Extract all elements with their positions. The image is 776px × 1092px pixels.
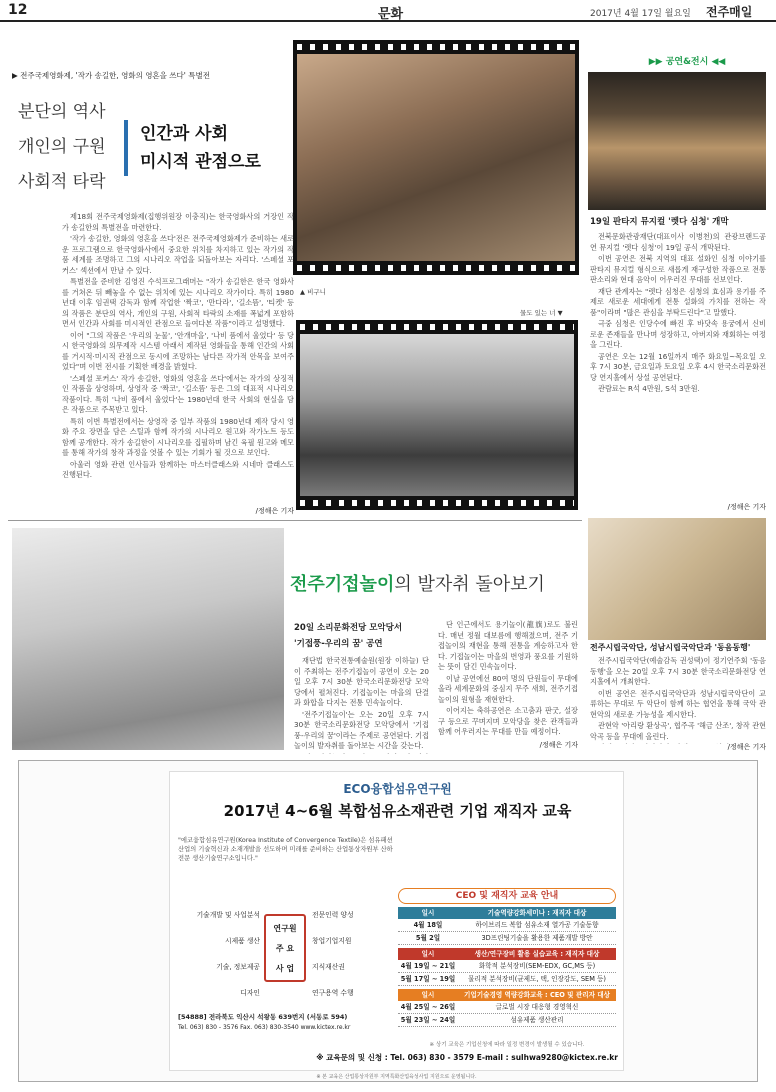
photo-orchestra [588,518,766,640]
schedule-row: 4월 18일 하이브리드 복합 섬유소재 열가공 기술동향 [398,919,616,932]
ad-headline: 2017년 4~6월 복합섬유소재관련 기업 재직자 교육 [223,802,572,820]
schedule-row: 5월 2일 3D프린팅기술을 활용한 제품개발 방안 [398,932,616,945]
section-label: ▶▶ 공연&전시 ◀◀ [648,57,726,67]
article1-headline-left: 분단의 역사 개인의 구원 사회적 타락 [18,102,106,192]
ad-tel: Tel. 063) 830 - 3576 Fax. 063) 830-3540 www.kictex.re.kr [178,1024,351,1031]
ad-note: ※ 상기 교육은 기업신청에 따라 일정 변경이 발생될 수 있습니다. [429,1042,585,1048]
caption-film2: 물도 있는 너 ▼ [520,309,563,317]
article4-title: 전주시립국악단, 성남시립국악단과 '동음동행' [590,643,751,652]
article2-subhead: 20일 소리문화전당 모악당서 '기접풍-우리의 꿈' 공연 [294,623,403,649]
article3-byline: /정해은 기자 [727,503,766,511]
ad-footer: ※ 본 교육은 산업통상자원부 지역특화산업육성사업 지원으로 운영됩니다. [316,1074,477,1080]
ad-intro: "에코융합섬유연구원(Korea Institute of Convergence Textile)은 섬유패션산업의 기술혁신과 소재개발을 선도하며 미래를 준비하는 산업통상자원부 산하 전문 생산기술연구소입니다." [178,837,393,862]
headline-divider [124,120,128,176]
business-center-box: 연구원 주 요 사 업 [264,914,306,982]
article2-byline: /정해은 기자 [539,741,578,749]
issue-date: 2017년 4월 17일 월요일 [590,9,691,19]
ad-org-name: ECO융합섬유연구원 [343,782,452,796]
business-diagram [180,892,390,1007]
article1-headline-right: 인간과 사회 미시적 관점으로 [140,124,261,172]
schedule-section-header: 일시 생산/연구장비 활용 실습교육 : 재직자 대상 [398,948,616,960]
divider [8,520,582,521]
page-header [0,0,776,22]
schedule-section-header: 일시 기술역량강화세미나 : 재직자 대상 [398,907,616,919]
newspaper-name: 전주매일 [706,5,753,19]
article3-title: 19일 판타지 뮤지컬 '렛다 심청' 개막 [590,217,729,227]
article3-body: 전북문화관광재단(대표이사 이병천)의 관광브랜드공연 뮤지컬 '렛다 심청'이 19일 공식 개막된다. 이번 공연은 전북 지역의 대표 설화인 심청 이야기를 판타지 뮤지컬 형식으로 새롭게 재구성한 작품으로 전통 판소리와 현대 음악이 어우러진 무대를 선보인다. 재단 관계자는 "렛다 심청은 심청의 효심과 용기를 주제로 새로운 세대에게 전통 설화의 가치를 전하는 작품"이라며 "많은 관심을 부탁드린다"고 말했다. 극중 심청은 인당수에 빠진 후 바닷속 용궁에서 신비로운 존재들을 만나며 성장하고, 아버지와 재회하는 여정을 그린다. 공연은 오는 12월 16일까지 매주 화요일~목요일 오후 7시 30분, 금요일과 토요일 오후 4시 한국소리문화전당 연지홀에서 상설 공연된다. 관람료는 R석 4만원, S석 3만원. [590,232,766,393]
article4-byline: /정해은 기자 [727,743,766,751]
article1-kicker: ▶ 전주국제영화제, '작가 송길한, 영화의 영혼을 쓰다' 특별전 [12,71,210,80]
ad-contact: ※ 교육문의 및 신청 : Tel. 063) 830 - 3579 E-mail : sulhwa9280@kictex.re.kr [316,1053,618,1062]
article2-body-right: 단 인근에서도 용기놀이(龍旗)로도 불린다. 매년 정월 대보름에 행해졌으며, 전주 기접놀이의 재현을 통해 전통을 계승하고자 한다. 기접놀이는 마을의 번영과 풍요를 기원하는 뜻이 담긴 민속놀이다. 이날 공연에선 80여 명의 단원들이 무대에 올라 세계문화의 중심지 무주 새희, 전주기접놀이의 원형을 재현한다. 이어지는 축하공연은 소고춤과 판굿, 설장구 등으로 꾸며지며 모악당을 찾은 관객들과 함께 어우러지는 무대를 만들 예정이다. [438,620,578,736]
schedule-table [398,907,616,1027]
schedule-row: 4월 25일 ~ 26일 글로벌 시장 대응형 경영혁신 [398,1001,616,1014]
schedule-section-header: 일시 기업기술경영 역량강화교육 : CEO 및 관리자 대상 [398,989,616,1001]
schedule-row: 4월 19일 ~ 21일 화학적 분석장비(SEM-EDX, GC,MS 등) [398,960,616,973]
article1-byline: /정해은 기자 [255,507,294,515]
ad-address: [54888] 전라북도 익산시 석왕동 639번지 (서동로 594) [178,1013,348,1021]
schedule-title: CEO 및 재직자 교육 안내 [398,888,616,904]
article4-body: 전주시립국악단(예술감독 권성택)이 정기연주회 '동음동행'을 오는 20일 오후 7시 30분 한국소리문화전당 연지홀에서 개최한다. 이번 공연은 전주시립국악단과 성남시립국악단이 교류하는 무대로 두 악단이 함께 하는 협연을 통해 국악 관현악의 새로운 가능성을 제시한다. 관현악 '아리랑 환상곡', 협주곡 '해금 산조', 창작 관현악곡 등을 무대에 올린다. [590,656,766,741]
caption-nun: ▲ 비구니 [300,288,326,296]
schedule-row: 5월 17일 ~ 19일 물리적 분석장비(균제도, 택, 인장강도, SEM 등) [398,973,616,986]
section-title: 문화 [378,7,404,22]
article2-body-left: 재단법 한국전통예술원(원장 이하늘) 단이 주최하는 전주기접놀이 공연이 오는 20일 오후 7시 30분 한국소리문화전당 모악당에서 펼쳐진다. 기접놀이는 마을의 단결과 화합을 다지는 전통 민속놀이다. '전주기접놀이'는 오는 20일 오후 7시 30분 한국소리문화전당 모악당에서 '기접풍-우리의 꿈'이라는 주제로 공연된다. 기접놀이의 발자취를 돌아보는 시간을 갖는다. [294,656,429,750]
page-number: 12 [8,2,28,18]
business-right-list: 전문인력 양성 창업기업지원 지식재산권 연구용역 수행 [312,911,354,997]
film-still-bw [296,320,578,510]
article1-body: 제18회 전주국제영화제(집행위원장 이충직)는 한국영화사의 거장인 작가 송길한의 특별전을 마련한다. '작가 송길한, 영화의 영혼을 쓰다'전은 전주국제영화제가 준비하는 새로운 프로그램으로 한국영화사에서 중요한 위치를 차지하고 있는 작가의 작품 세계를 조명하고 그의 시나리오 작업을 되돌아보는 자리다. '스페셜 포커스' 섹션에서 만날 수 있다. 특별전을 준비한 김영진 수석프로그래머는 "작가 송길한은 한국 영화사를 거쳐온 뒤 빼놓을 수 없는 위치에 있는 시나리오 작가이다. 특히 1980년대 이후 임권택 감독과 함께 작업한 '짝코', '만다라', '길소뜸', '티켓' 등의 작품은 분단의 역사, 개인의 구원, 사회적 타락의 소재를 폭넓게 포함하면서 인간과 사회를 미시적인 관점으로 들여다본 작품"이라고 설명했다. 이어 "그의 작품은 '우리의 눈물', '안개마을', '나비 품에서 울었다' 등 당시 한국영화의 의무제작 시스템 아래서 제작된 영화들을 통해 인간의 사회를 거시적·미시적 관점으로 동시에 조망하는 남다른 작가적 안목을 보여주었다"며 이번 전시를 기획한 배경을 밝혔다. '스페셜 포커스' 작가 송길한, 영화의 영혼을 쓰다'에서는 작가의 상징적인 작품을 상영하며, 상영작 중 '짝코', '길소뜸' 등은 그의 대표적 시나리오 작품이다. 특히 '나비 품에서 울었다'는 1980년대 한국 사회의 현실을 담은 작품으로 주목받고 있다. 특히 이번 특별전에서는 상영작 중 일부 작품의 1980년대 제작 당시 영화 주요 장면을 담은 스틸과 함께 작가의 시나리오 원고와 작가노트 등도 함께 공개한다. 작가 송길한이 시나리오를 집필하며 남긴 육필 원고와 메모를 통해 작가의 창작 과정을 엿볼 수 있는 기회가 될 것으로 보인다. 아울러 영화 관련 인사들과 함께하는 마스터클래스와 시네마 클래스도 진행된다. [62,212,294,479]
advertisement [18,760,758,1082]
ad-panel [169,771,624,1071]
film-still-nun [293,40,579,275]
article2-title: 전주기접놀이의 발자취 돌아보기 [290,574,545,595]
photo-gijeop-performers [12,528,284,750]
photo-musical [588,72,766,210]
business-left-list: 기술개발 및 사업분석 시제품 생산 기술, 정보제공 디자인 [196,911,260,997]
schedule-row: 5월 23일 ~ 24일 섬유제품 생산관리 [398,1014,616,1027]
